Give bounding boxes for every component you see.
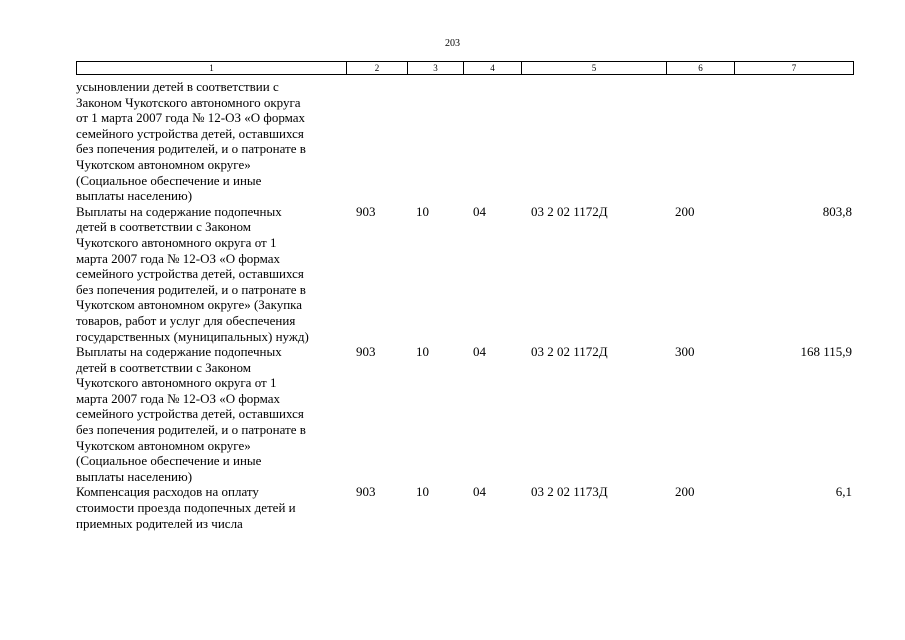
row-subsection bbox=[473, 79, 531, 204]
row-expense-type: 200 bbox=[675, 484, 695, 500]
row-target-code: 03 2 02 1172Д bbox=[531, 203, 608, 219]
row-ministry: 903 bbox=[356, 344, 376, 360]
row-ministry: 903 bbox=[356, 484, 376, 500]
row-amount bbox=[755, 79, 854, 204]
row-section bbox=[416, 79, 473, 204]
row-ministry: 903 bbox=[356, 203, 376, 219]
table-body bbox=[76, 79, 854, 531]
table-row bbox=[76, 79, 854, 204]
header-cell-5: 5 bbox=[522, 62, 667, 74]
row-section: 10 bbox=[416, 484, 429, 500]
header-cell-6: 6 bbox=[667, 62, 735, 74]
row-target-code: 03 2 02 1172Д bbox=[531, 344, 608, 360]
row-subsection: 04 bbox=[473, 484, 486, 500]
row-expense-type bbox=[675, 79, 755, 204]
header-cell-4: 4 bbox=[464, 62, 522, 74]
table-row bbox=[76, 204, 854, 344]
row-amount: 803,8 bbox=[822, 203, 852, 219]
table-row bbox=[76, 484, 854, 531]
row-section: 10 bbox=[416, 203, 429, 219]
row-ministry bbox=[356, 79, 416, 204]
page-number: 203 bbox=[445, 38, 460, 49]
row-target-code bbox=[531, 79, 675, 204]
row-name: усыновлении детей в соответствии с Законом Чукотского автономного округа от 1 марта 2007 года № 12-ОЗ «О формах семейного устройства детей, оставшихся без попечения родителей, и о патронате в Чукотском автономном округе» (Социальное обеспечение и иные выплаты населению) bbox=[76, 79, 306, 204]
header-cell-1: 1 bbox=[77, 62, 347, 74]
header-cell-2: 2 bbox=[347, 62, 408, 74]
row-expense-type: 200 bbox=[675, 203, 695, 219]
row-amount: 6,1 bbox=[835, 484, 852, 500]
row-target-code: 03 2 02 1173Д bbox=[531, 484, 608, 500]
row-subsection: 04 bbox=[473, 344, 486, 360]
table-row bbox=[76, 344, 854, 484]
row-name: Компенсация расходов на оплату стоимости проезда подопечных детей и приемных родителей из числа bbox=[76, 484, 296, 531]
header-cell-3: 3 bbox=[408, 62, 464, 74]
header-cell-7: 7 bbox=[791, 63, 797, 73]
row-amount: 168 115,9 bbox=[800, 344, 852, 360]
row-name: Выплаты на содержание подопечных детей в соответствии с Законом Чукотского автономного округа от 1 марта 2007 года № 12-ОЗ «О формах семейного устройства детей, оставшихся без попечения родителей, и о патронате в Чукотском автономном округе» (Социальное обеспечение и иные выплаты населению) bbox=[76, 344, 306, 484]
table-header bbox=[76, 61, 854, 75]
row-expense-type: 300 bbox=[675, 344, 695, 360]
row-subsection: 04 bbox=[473, 203, 486, 219]
row-section: 10 bbox=[416, 344, 429, 360]
row-name: Выплаты на содержание подопечных детей в соответствии с Законом Чукотского автономного округа от 1 марта 2007 года № 12-ОЗ «О формах семейного устройства детей, оставшихся без попечения родителей, и о патронате в Чукотском автономном округе» (Закупка товаров, работ и услуг для обеспечения государственных (муниципальных) нужд) bbox=[76, 203, 309, 344]
